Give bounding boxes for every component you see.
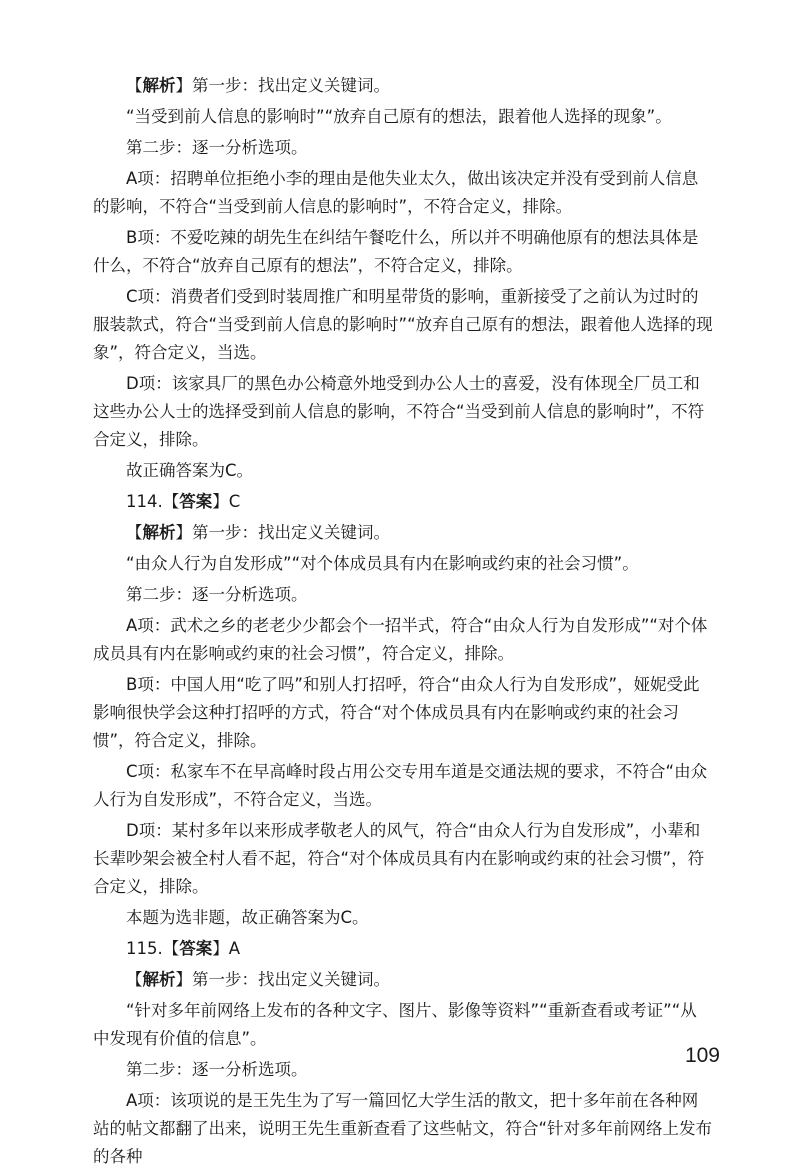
answer-label: 答案 bbox=[179, 492, 213, 511]
step2-paragraph: 第二步：逐一分析选项。 bbox=[126, 585, 308, 604]
analysis-label: 解析 bbox=[142, 970, 176, 989]
analysis-step1: 第一步：找出定义关键词。 bbox=[192, 970, 390, 989]
option-b-paragraph: B项：中国人用“吃了吗”和别人打招呼，符合“由众人行为自发形成”，娅妮受此影响很快学会这种打招呼的方式，符合“对个体成员具有内在影响或约束的社会习惯”，符合定义，排除。 bbox=[93, 675, 700, 750]
analysis-step1: 第一步：找出定义关键词。 bbox=[192, 76, 390, 95]
bracket-open: 【 bbox=[126, 523, 143, 542]
bracket-open: 【 bbox=[162, 939, 180, 958]
conclusion-paragraph: 本题为选非题，故正确答案为C。 bbox=[126, 908, 369, 927]
bracket-open: 【 bbox=[126, 970, 143, 989]
bracket-close: 】 bbox=[175, 970, 192, 989]
bracket-close: 】 bbox=[212, 492, 229, 511]
option-a-paragraph: A项：该项说的是王先生为了写一篇回忆大学生活的散文，把十多年前在各种网站的帖文都翻了出来，说明王先生重新查看了这些帖文，符合“针对多年前网络上发布的各种 bbox=[93, 1091, 713, 1166]
question-number: 115. bbox=[126, 939, 163, 958]
bracket-close: 】 bbox=[175, 76, 192, 95]
question-number: 114. bbox=[126, 492, 163, 511]
answer-value: A bbox=[228, 939, 241, 958]
step2-paragraph: 第二步：逐一分析选项。 bbox=[126, 138, 308, 157]
option-c-paragraph: C项：消费者们受到时装周推广和明星带货的影响，重新接受了之前认为过时的服装款式，符合“当受到前人信息的影响时”“放弃自己原有的想法，跟着他人选择的现象”，符合定义，当选。 bbox=[93, 287, 713, 362]
keywords-paragraph: “针对多年前网络上发布的各种文字、图片、影像等资料”“重新查看或考证”“从中发现有价值的信息”。 bbox=[93, 1001, 697, 1048]
option-d-paragraph: D项：该家具厂的黑色办公椅意外地受到办公人士的喜爱，没有体现全厂员工和这些办公人士的选择受到前人信息的影响，不符合“当受到前人信息的影响时”，不符合定义，排除。 bbox=[93, 374, 705, 449]
analysis-label: 解析 bbox=[142, 523, 176, 542]
bracket-close: 】 bbox=[175, 523, 192, 542]
q114-answer-line bbox=[93, 488, 713, 516]
answer-value: C bbox=[228, 492, 241, 511]
option-c-paragraph: C项：私家车不在早高峰时段占用公交专用车道是交通法规的要求，不符合“由众人行为自发形成”，不符合定义，当选。 bbox=[93, 762, 708, 809]
option-b-paragraph: B项：不爱吃辣的胡先生在纠结午餐吃什么，所以并不明确他原有的想法具体是什么，不符合“放弃自己原有的想法”，不符合定义，排除。 bbox=[93, 228, 699, 275]
option-a-paragraph: A项：武术之乡的老老少少都会个一招半式，符合“由众人行为自发形成”“对个体成员具有内在影响或约束的社会习惯”，符合定义，排除。 bbox=[93, 616, 708, 663]
analysis-line bbox=[93, 966, 713, 994]
bracket-close: 】 bbox=[212, 939, 229, 958]
step2-paragraph: 第二步：逐一分析选项。 bbox=[126, 1060, 308, 1079]
q115-answer-line bbox=[93, 935, 713, 963]
analysis-line bbox=[93, 72, 713, 100]
analysis-line bbox=[93, 519, 713, 547]
keywords-paragraph: “当受到前人信息的影响时”“放弃自己原有的想法，跟着他人选择的现象”。 bbox=[126, 107, 672, 126]
bracket-open: 【 bbox=[126, 76, 143, 95]
analysis-step1: 第一步：找出定义关键词。 bbox=[192, 523, 390, 542]
answer-label: 答案 bbox=[179, 939, 213, 958]
page-number: 109 bbox=[684, 1044, 720, 1067]
option-a-paragraph: A项：招聘单位拒绝小李的理由是他失业太久，做出该决定并没有受到前人信息的影响，不符合“当受到前人信息的影响时”，不符合定义，排除。 bbox=[93, 169, 699, 216]
page-content bbox=[93, 72, 713, 1174]
analysis-label: 解析 bbox=[142, 76, 176, 95]
option-d-paragraph: D项：某村多年以来形成孝敬老人的风气，符合“由众人行为自发形成”，小辈和长辈吵架会被全村人看不起，符合“对个体成员具有内在影响或约束的社会习惯”，符合定义，排除。 bbox=[93, 821, 705, 896]
bracket-open: 【 bbox=[162, 492, 180, 511]
keywords-paragraph: “由众人行为自发形成”“对个体成员具有内在影响或约束的社会习惯”。 bbox=[126, 554, 639, 573]
conclusion-paragraph: 故正确答案为C。 bbox=[126, 461, 254, 480]
